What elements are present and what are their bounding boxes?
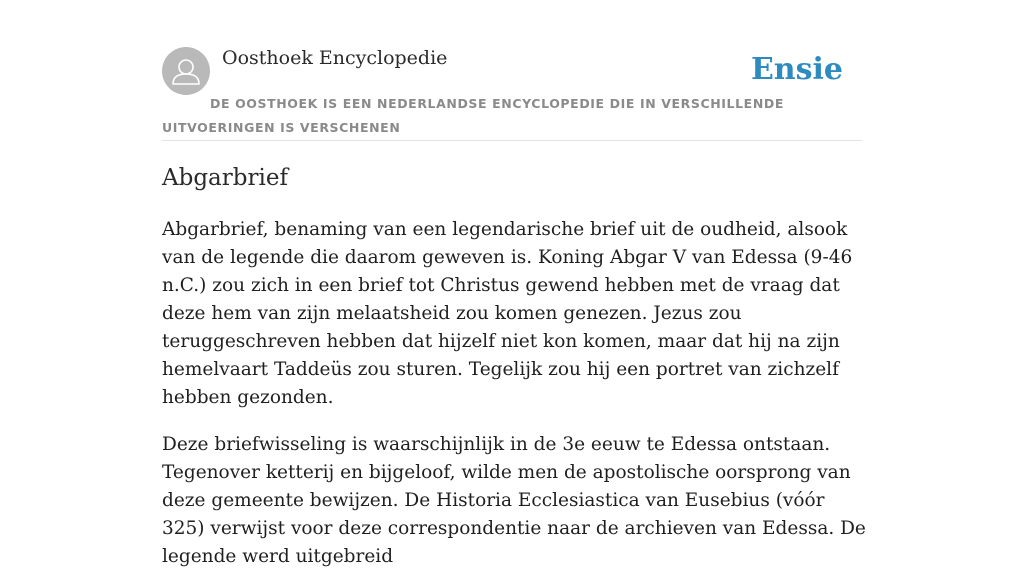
article: [162, 160, 866, 571]
article-paragraph: Deze briefwisseling is waarschijnlijk in de 3e eeuw te Edessa ontstaan. Tegenover ketterij en bijgeloof, wilde men de apostolische oorsprong van deze gemeente bewijzen. De Historia Ecclesiastica van Eusebius (vóór 325) verwijst voor deze correspondentie naar de archieven van Edessa. De legende werd uitgebreid: [162, 434, 866, 567]
article-title: Abgarbrief: [162, 165, 288, 191]
user-silhouette-icon[interactable]: [162, 47, 210, 95]
source-tagline: DE OOSTHOEK IS EEN NEDERLANDSE ENCYCLOPEDIE DIE IN VERSCHILLENDE UITVOERINGEN IS VERSCHENEN: [162, 96, 784, 135]
brand-logo[interactable]: Ensie: [750, 52, 843, 87]
article-paragraph: Abgarbrief, benaming van een legendarische brief uit de oudheid, alsook van de legende die daarom geweven is. Koning Abgar V van Edessa (9-46 n.C.) zou zich in een brief tot Christus gewend hebben met de vraag dat deze hem van zijn melaatsheid zou komen genezen. Jezus zou teruggeschreven hebben dat hijzelf niet kon komen, maar dat hij na zijn hemelvaart Taddeüs zou sturen. Tegelijk zou hij een portret van zichzelf hebben gezonden.: [162, 219, 853, 408]
source-header: [162, 44, 862, 141]
source-title[interactable]: Oosthoek Encyclopedie: [222, 47, 448, 69]
